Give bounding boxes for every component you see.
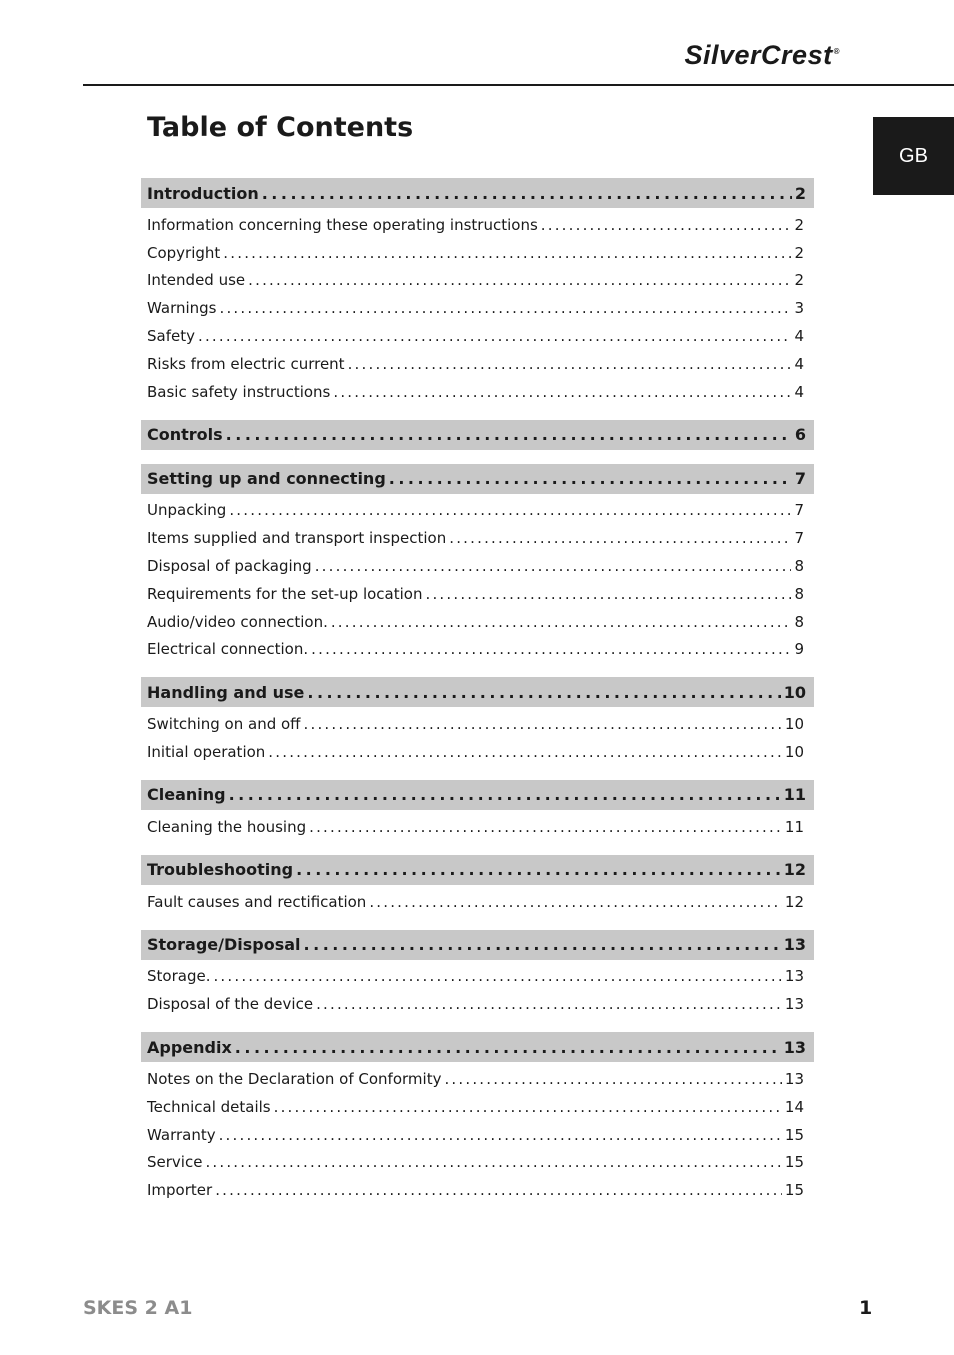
toc-section-page: 11 [783,785,806,805]
toc-entry-title: Basic safety instructions [147,382,331,401]
dot-leader [369,893,782,911]
toc-entry-list [141,1062,814,1204]
toc-entry-page: 4 [794,382,804,401]
toc-section [141,677,814,766]
toc-section-heading[interactable] [141,780,814,810]
toc-entry-page: 4 [794,327,804,346]
toc-section-heading[interactable] [141,178,814,208]
dot-leader [213,967,781,985]
dot-leader [268,743,782,761]
toc-entry[interactable] [141,497,814,525]
toc-entry-page: 2 [794,243,804,262]
toc-entry-page: 3 [794,299,804,318]
dot-leader [315,557,792,575]
dot-leader [331,613,792,631]
toc-entry-page: 14 [784,1097,804,1116]
toc-entry-title: Service [147,1153,203,1172]
toc-entry-page: 2 [794,271,804,290]
toc-entry[interactable] [141,524,814,552]
toc-entry-page: 15 [784,1153,804,1172]
toc-section-page: 13 [783,935,806,955]
toc-entry-title: Initial operation [147,743,266,762]
toc-section-page: 6 [794,425,806,445]
toc-section-page: 7 [794,469,806,489]
dot-leader [444,1070,781,1088]
dot-leader [229,785,781,804]
dot-leader [316,995,782,1013]
dot-leader [219,1126,782,1144]
toc-section-title: Introduction [147,183,259,203]
dot-leader [226,425,792,444]
dot-leader [389,469,792,488]
brand-name: SilverCrest [684,40,833,70]
footer-model: SKES 2 A1 [83,1297,193,1319]
toc-entry-page: 7 [794,529,804,548]
toc-entry-page: 8 [794,557,804,576]
toc-entry-title: Requirements for the set-up location [147,584,423,603]
toc-entry-page: 10 [784,743,804,762]
toc-entry-title: Cleaning the housing [147,817,307,836]
toc-entry-title: Intended use [147,271,246,290]
toc-entry-title: Storage. [147,967,211,986]
toc-entry[interactable] [141,1121,814,1149]
toc-section [141,178,814,406]
toc-entry-list [141,885,814,916]
toc-entry[interactable] [141,239,814,267]
dot-leader [235,1038,781,1057]
toc-entry-list [141,208,814,406]
toc-section-page: 12 [783,860,806,880]
toc-section-title: Troubleshooting [147,860,294,880]
toc-entry-title: Warnings [147,299,217,318]
toc-entry-list [141,810,814,841]
toc-section [141,420,814,450]
dot-leader [215,1181,782,1199]
toc-entry[interactable] [141,1149,814,1177]
toc-entry-title: Items supplied and transport inspection [147,529,447,548]
toc-entry[interactable] [141,350,814,378]
toc-entry[interactable] [141,710,814,738]
toc-entry-page: 13 [784,967,804,986]
dot-leader [274,1098,782,1116]
dot-leader [449,529,791,547]
toc-section [141,930,814,1019]
toc-entry-page: 2 [794,215,804,234]
dot-leader [223,244,791,262]
registered-mark: ® [833,47,840,56]
toc-section-page: 2 [794,183,806,203]
header-rule [83,84,954,86]
toc-entry[interactable] [141,1176,814,1204]
dot-leader [296,860,781,879]
toc-entry[interactable] [141,888,814,916]
toc-section-title: Handling and use [147,682,305,702]
dot-leader [205,1153,781,1171]
toc-entry[interactable] [141,608,814,636]
toc-section-heading[interactable] [141,1032,814,1062]
toc-section-title: Appendix [147,1037,232,1057]
toc-entry-title: Copyright [147,243,221,262]
toc-entry-page: 9 [794,640,804,659]
toc-entry-title: Disposal of packaging [147,557,312,576]
dot-leader [309,818,782,836]
brand-logo [685,40,841,71]
toc-entry-title: Fault causes and rectification [147,892,367,911]
toc-section-title: Setting up and connecting [147,469,386,489]
toc-entry-title: Warranty [147,1125,216,1144]
toc-section-heading[interactable] [141,420,814,450]
toc-entry-page: 13 [784,995,804,1014]
toc-section [141,780,814,841]
toc-entry-title: Risks from electric current [147,354,345,373]
toc-section-title: Controls [147,425,223,445]
toc-entry-page: 15 [784,1181,804,1200]
toc-entry-page: 4 [794,354,804,373]
toc-section-title: Storage/Disposal [147,935,301,955]
toc-entry-title: Notes on the Declaration of Conformity [147,1070,442,1089]
toc-entry-page: 12 [784,892,804,911]
dot-leader [311,640,791,658]
toc-entry[interactable] [141,738,814,766]
toc-entry-title: Technical details [147,1097,271,1116]
toc-entry-list [141,494,814,664]
toc-entry-list [141,707,814,766]
toc-entry-page: 15 [784,1125,804,1144]
toc-section-heading[interactable] [141,855,814,885]
toc-section-title: Cleaning [147,785,226,805]
toc-entry[interactable] [141,1065,814,1093]
toc-entry-title: Importer [147,1181,213,1200]
toc-entry[interactable] [141,322,814,350]
toc-section [141,1032,814,1204]
toc-entry-title: Information concerning these operating instructions [147,215,538,234]
page-title: Table of Contents [147,112,414,143]
toc-entry[interactable] [141,963,814,991]
toc-entry[interactable] [141,990,814,1018]
toc-section-heading[interactable] [141,464,814,494]
dot-leader [304,715,782,733]
toc-entry[interactable] [141,1093,814,1121]
toc-entry[interactable] [141,294,814,322]
toc-section-page: 10 [783,682,806,702]
toc-entry[interactable] [141,636,814,664]
dot-leader [333,383,791,401]
dot-leader [229,501,791,519]
toc-entry-list [141,960,814,1019]
toc-entry-page: 13 [784,1070,804,1089]
toc-entry-page: 11 [784,817,804,836]
dot-leader [198,327,791,345]
toc-entry[interactable] [141,378,814,406]
toc-entry-page: 10 [784,715,804,734]
toc-entry-title: Audio/video connection. [147,612,328,631]
toc-entry-title: Electrical connection. [147,640,309,659]
toc-entry[interactable] [141,267,814,295]
dot-leader [220,299,792,317]
dot-leader [262,184,792,203]
toc-section [141,855,814,916]
toc-entry[interactable] [141,580,814,608]
dot-leader [541,216,792,234]
toc-entry-page: 7 [794,501,804,520]
toc-entry-title: Switching on and off [147,715,301,734]
toc-entry-page: 8 [794,584,804,603]
dot-leader [348,355,792,373]
dot-leader [248,271,791,289]
toc-entry-title: Disposal of the device [147,995,314,1014]
dot-leader [304,935,781,954]
table-of-contents [141,178,814,1218]
toc-section-heading[interactable] [141,677,814,707]
footer-page-number: 1 [859,1297,873,1319]
toc-section-heading[interactable] [141,930,814,960]
toc-entry[interactable] [141,813,814,841]
toc-entry-page: 8 [794,612,804,631]
toc-section-page: 13 [783,1037,806,1057]
dot-leader [307,683,780,702]
toc-entry-title: Safety [147,327,195,346]
language-tab: GB [873,117,954,195]
toc-entry[interactable] [141,552,814,580]
dot-leader [425,585,791,603]
toc-entry[interactable] [141,211,814,239]
toc-section [141,464,814,664]
toc-entry-title: Unpacking [147,501,227,520]
